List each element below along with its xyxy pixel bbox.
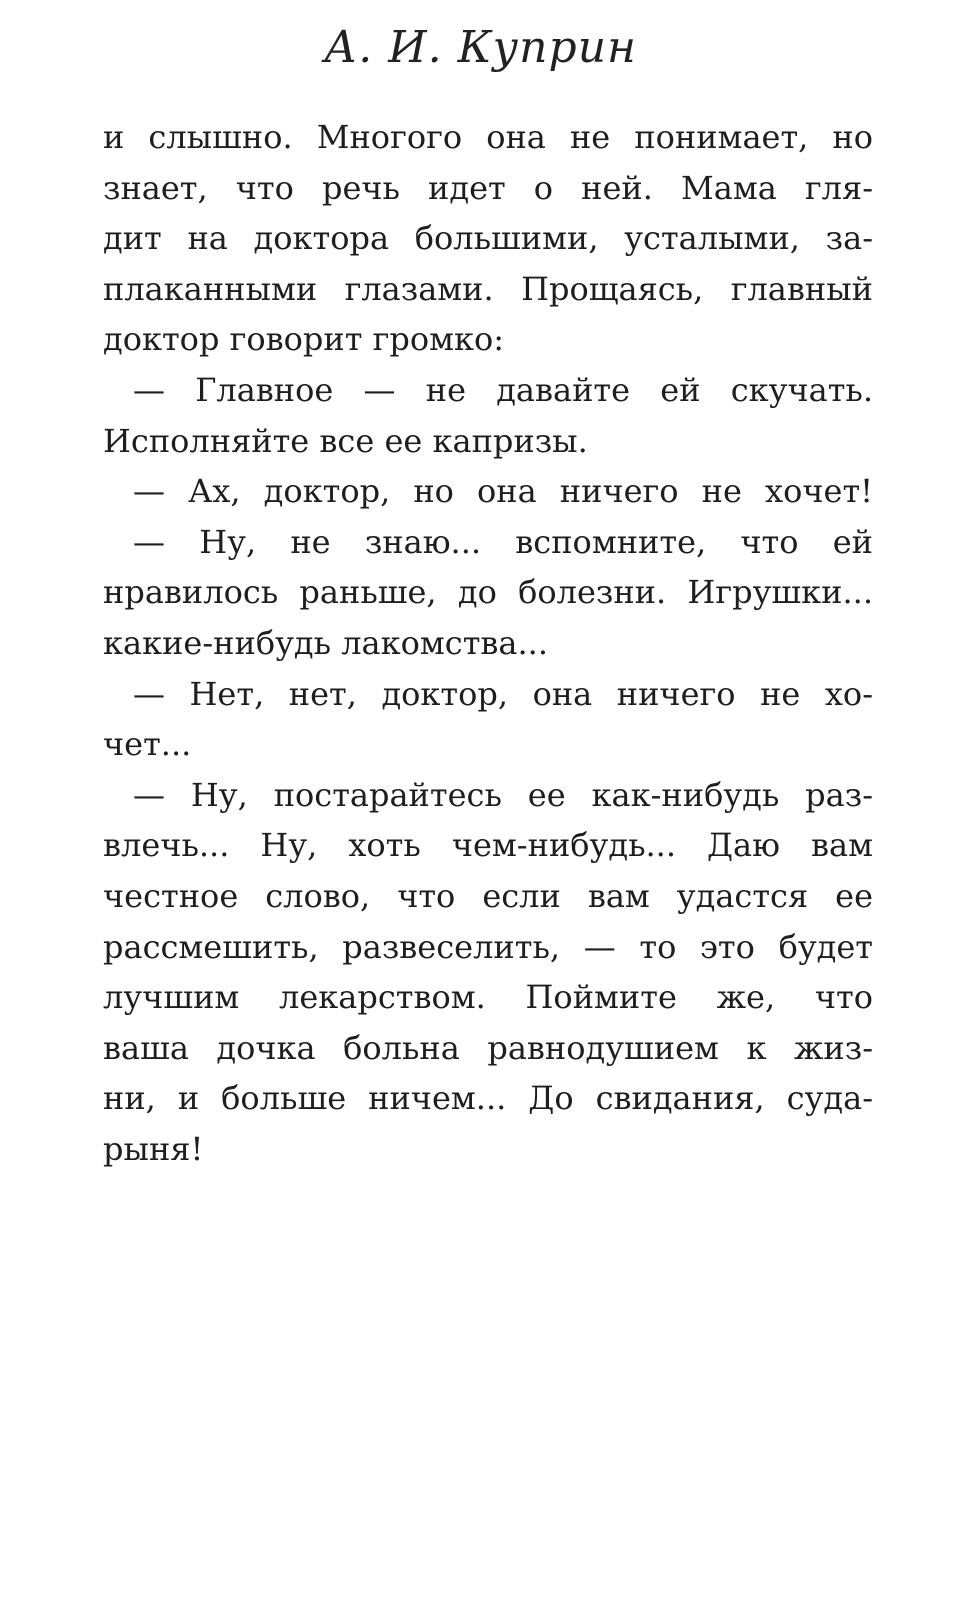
running-head-author: А. И. Куприн <box>323 22 638 73</box>
page-body-text <box>103 112 873 1174</box>
text-line: чет... <box>103 725 192 764</box>
text-line: ваша дочка больна равнодушием к жиз- <box>103 1028 873 1067</box>
text-line: какие-нибудь лакомства... <box>103 623 548 662</box>
text-line: дит на доктора большими, усталыми, за- <box>103 219 873 258</box>
text-line: ни, и больше ничем... До свидания, суда- <box>103 1079 873 1118</box>
text-line: Исполняйте все ее капризы. <box>103 421 588 460</box>
text-line: — Главное — не давайте ей скучать. <box>133 370 873 409</box>
text-line: — Ну, постарайтесь ее как-нибудь раз- <box>133 775 873 814</box>
text-line: — Ну, не знаю... вспомните, что ей <box>133 522 873 561</box>
text-line: честное слово, что если вам удастся ее <box>103 876 873 915</box>
text-line: лучшим лекарством. Поймите же, что <box>103 978 873 1017</box>
text-line: и слышно. Многого она не понимает, но <box>103 118 873 156</box>
text-line: рассмешить, развеселить, — то это будет <box>103 927 873 966</box>
text-line: доктор говорит громко: <box>103 320 505 359</box>
text-line: плаканными глазами. Прощаясь, главный <box>103 269 873 308</box>
text-line: нравилось раньше, до болезни. Игрушки... <box>103 573 873 612</box>
text-line: — Нет, нет, доктор, она ничего не хо- <box>133 674 873 713</box>
text-line: — Ах, доктор, но она ничего не хочет! <box>133 472 873 511</box>
text-line: влечь... Ну, хоть чем-нибудь... Даю вам <box>103 826 873 865</box>
text-line: знает, что речь идет о ней. Мама гля- <box>103 168 873 207</box>
text-line: рыня! <box>103 1129 204 1168</box>
